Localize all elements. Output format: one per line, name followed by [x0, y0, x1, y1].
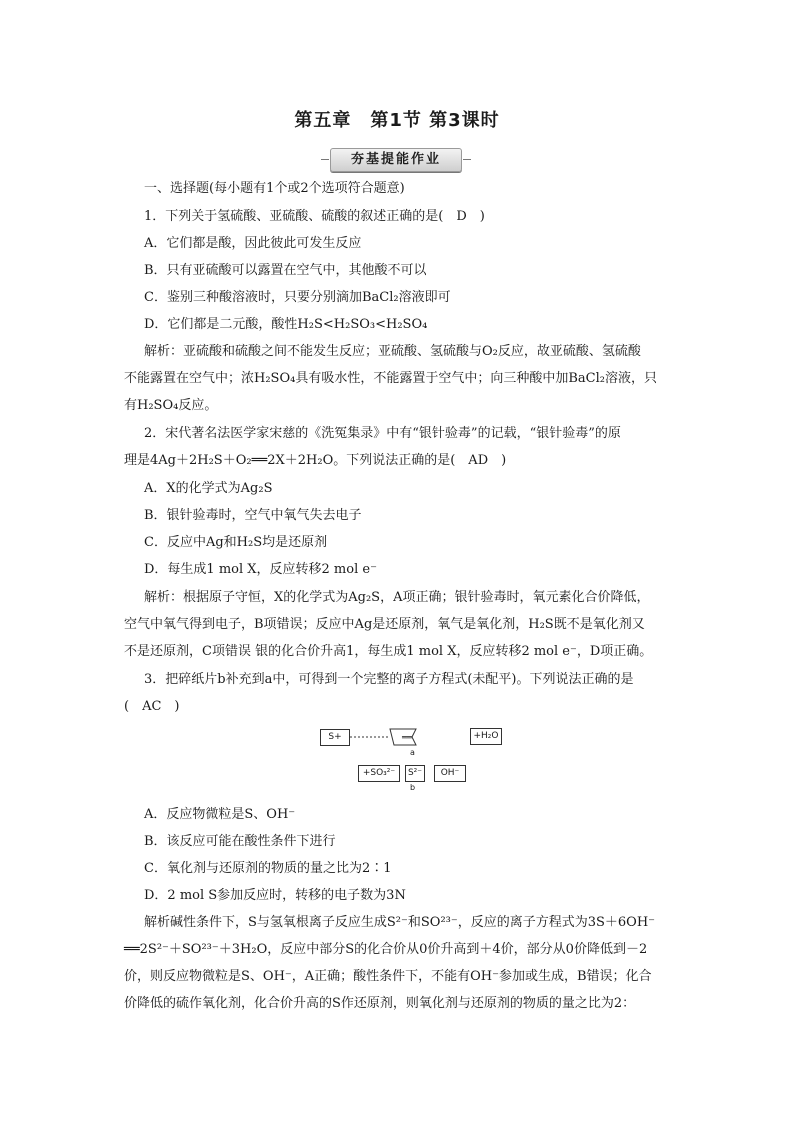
q1-stem: 1．下列关于氢硫酸、亚硫酸、硫酸的叙述正确的是( D ) — [144, 209, 485, 224]
fragment-so3: +SO₃²⁻ — [358, 765, 400, 782]
page-title: 第五章 第1节 第3课时 — [294, 110, 500, 131]
q3-option-d: D．2 mol S参加反应时，转移的电子数为3N — [144, 888, 406, 903]
q2-stem-line2: 理是4Ag＋2H₂S＋O₂══2X＋2H₂O。下列说法正确的是( AD ) — [124, 453, 507, 468]
q2-option-a: A．X的化学式为Ag₂S — [144, 481, 273, 496]
q1-option-b: B．只有亚硫酸可以露置在空气中，其他酸不可以 — [144, 263, 427, 278]
q2-analysis-line1: 解析：根据原子守恒，X的化学式为Ag₂S，A项正确；银针验毒时，氧元素化合价降低， — [144, 590, 650, 605]
q1-analysis-line2: 不能露置在空气中；浓H₂SO₄具有吸水性，不能露置于空气中；向三种酸中加BaCl₂溶液，只 — [124, 371, 657, 386]
q2-analysis-line3: 不是还原剂，C项错误 银的化合价升高1，每生成1 mol X，反应转移2 mol e⁻，D项正确。 — [124, 644, 653, 659]
q1-analysis-line1: 解析：亚硫酸和硫酸之间不能发生反应；亚硫酸、氢硫酸与O₂反应，故亚硫酸、氢硫酸 — [144, 344, 641, 359]
section-banner: 夯基提能作业 — [330, 148, 462, 172]
q1-option-a: A．它们都是酸，因此彼此可发生反应 — [144, 236, 362, 251]
q2-option-b: B．银针验毒时，空气中氧气失去电子 — [144, 508, 362, 523]
q2-option-c: C．反应中Ag和H₂S均是还原剂 — [144, 535, 328, 550]
paper-fragments-diagram — [320, 725, 500, 795]
q2-analysis-line2: 空气中氧气得到电子，B项错误；反应中Ag是还原剂，氧气是氧化剂，H₂S既不是氧化剂又 — [124, 617, 645, 632]
label-a: a — [410, 748, 415, 757]
q3-stem-line2: ( AC ) — [124, 699, 180, 714]
q2-option-d: D．每生成1 mol X，反应转移2 mol e⁻ — [144, 562, 377, 577]
q3-analysis-line3: 价，则反应物微粒是S、OH⁻，A正确；酸性条件下，不能有OH⁻参加或生成，B错误；化合 — [124, 969, 652, 984]
fragment-oh: OH⁻ — [434, 765, 466, 782]
q1-option-d: D．它们都是二元酸，酸性H₂S<H₂SO₃<H₂SO₄ — [144, 317, 428, 332]
q3-analysis-line1: 解析碱性条件下，S与氢氧根离子反应生成S²⁻和SO²³⁻，反应的离子方程式为3S＋6OH⁻ — [144, 915, 656, 930]
label-b: b — [410, 783, 416, 792]
q3-option-b: B．该反应可能在酸性条件下进行 — [144, 834, 336, 849]
q3-option-c: C．氧化剂与还原剂的物质的量之比为2∶1 — [144, 861, 392, 876]
q3-analysis-line4: 价降低的硫作氧化剂，化合价升高的S作还原剂，则氧化剂与还原剂的物质的量之比为2： — [124, 996, 636, 1011]
q3-analysis-line2: ══2S²⁻＋SO²³⁻＋3H₂O，反应中部分S的化合价从0价升高到＋4价，部分从0价降低到－2 — [124, 942, 648, 957]
q1-option-c: C．鉴别三种酸溶液时，只要分别滴加BaCl₂溶液即可 — [144, 290, 451, 305]
equals-sign: ══ — [402, 733, 412, 742]
q1-analysis-line3: 有H₂SO₄反应。 — [124, 398, 218, 413]
fragment-s-plus: S+ — [320, 729, 350, 746]
fragment-s2: S²⁻ — [405, 765, 425, 782]
section-heading: 一、选择题(每小题有1个或2个选项符合题意) — [144, 181, 405, 196]
q2-stem-line1: 2．宋代著名法医学家宋慈的《洗冤集录》中有“银针验毒”的记载，“银针验毒”的原 — [144, 426, 621, 441]
fragment-h2o: +H₂O — [470, 728, 502, 745]
q3-option-a: A．反应物微粒是S、OH⁻ — [144, 807, 296, 822]
q3-stem-line1: 3．把碎纸片b补充到a中，可得到一个完整的离子方程式(未配平)。下列说法正确的是 — [144, 672, 634, 687]
